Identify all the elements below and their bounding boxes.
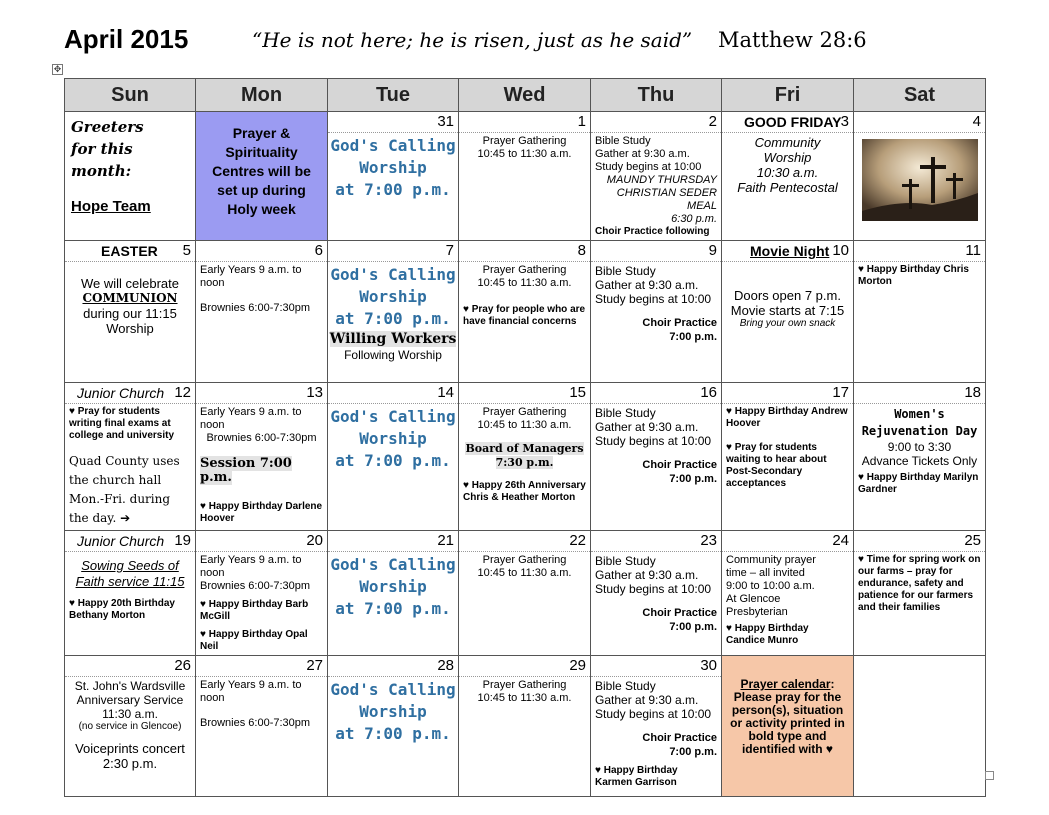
prayer-calendar-cell[interactable]: Prayer calendar: Please pray for the person(s), situation or activity printed in bold type and identified with ♥ <box>722 656 854 797</box>
choir-practice: Choir Practice <box>642 607 717 619</box>
day-number: 3 <box>840 113 849 130</box>
day-cell-3[interactable] <box>722 112 854 241</box>
worship-line: Worship <box>359 429 427 448</box>
day-cell-17[interactable] <box>722 383 854 531</box>
worship-line: God's Calling <box>330 265 456 284</box>
day-cell-16[interactable] <box>591 383 722 531</box>
day-cell-22[interactable] <box>459 531 591 656</box>
day-cell-10[interactable] <box>722 241 854 383</box>
worship-line: Worship <box>359 287 427 306</box>
movie-doors: Doors open 7 p.m. <box>734 288 841 303</box>
early-years: Early Years 9 a.m. to noon <box>200 679 302 704</box>
choir-practice: Choir Practice following <box>595 226 710 237</box>
anniversary-service: 11:30 a.m. <box>102 707 158 721</box>
day-cell-31[interactable] <box>328 112 459 241</box>
prayer-gathering-time: 10:45 to 11:30 a.m. <box>477 148 572 160</box>
day-number: 24 <box>722 531 853 552</box>
weekday-fri: Fri <box>722 79 854 112</box>
day-cell-11[interactable] <box>854 241 986 383</box>
day-number: 1 <box>459 112 590 133</box>
week-row-4 <box>65 531 986 656</box>
board-of-managers-time: 7:30 p.m. <box>495 456 554 469</box>
birthday-note: ♥ Happy Birthday Darlene Hoover <box>200 501 323 524</box>
weekday-header-row <box>65 79 986 112</box>
junior-church-label: Junior Church <box>77 533 165 549</box>
prayer-request: ♥ Pray for students writing final exams at college and university <box>69 406 175 441</box>
worship-line: at 7:00 p.m. <box>335 724 451 743</box>
womens-tickets: Advance Tickets Only <box>861 454 978 468</box>
day-cell-26[interactable] <box>65 656 196 797</box>
day-number: 31 <box>328 112 458 133</box>
prayer-gathering-time: 10:45 to 11:30 a.m. <box>477 692 572 704</box>
day-number: 23 <box>591 531 721 552</box>
birthday-note: ♥ Happy Birthday Karmen Garrison <box>595 765 678 788</box>
day-number: 12 <box>174 384 191 401</box>
scripture-quote: “He is not here; he is risen, just as he said” <box>252 28 693 52</box>
willing-workers: Willing Workers <box>329 331 457 347</box>
worship-line: at 7:00 p.m. <box>335 180 451 199</box>
day-number: 28 <box>328 656 458 677</box>
birthday-note: ♥ Happy Birthday Chris Morton <box>858 264 969 287</box>
brownies: Brownies 6:00-7:30pm <box>200 717 311 729</box>
day-cell-20[interactable] <box>196 531 328 656</box>
worship-line: God's Calling <box>330 407 456 426</box>
day-number: 2 <box>591 112 721 133</box>
community-worship: Worship <box>763 150 812 165</box>
birthday-note: ♥ Happy Birthday Andrew Hoover <box>726 406 848 429</box>
day-cell-8[interactable] <box>459 241 591 383</box>
community-worship: Community <box>754 135 821 150</box>
birthday-note: ♥ Happy Birthday Barb McGill <box>200 599 309 622</box>
seder-line: MAUNDY THURSDAY <box>606 174 717 186</box>
day-cell-9[interactable] <box>591 241 722 383</box>
day-cell-23[interactable] <box>591 531 722 656</box>
brownies: Brownies 6:00-7:30pm <box>200 302 311 314</box>
voiceprints-time: 2:30 p.m. <box>102 756 158 771</box>
movie-start: Movie starts at 7:15 <box>730 303 845 318</box>
day-number: 22 <box>459 531 590 552</box>
day-number: 6 <box>196 241 327 262</box>
week-row-3 <box>65 383 986 531</box>
day-cell-13[interactable] <box>196 383 328 531</box>
day-number: 30 <box>591 656 721 677</box>
weekday-mon: Mon <box>196 79 328 112</box>
day-cell-14[interactable] <box>328 383 459 531</box>
seder-line: 6:30 p.m. <box>671 213 717 225</box>
day-cell-27[interactable] <box>196 656 328 797</box>
worship-line: at 7:00 p.m. <box>335 451 451 470</box>
day-number: 7 <box>328 241 458 262</box>
seder-line: CHRISTIAN SEDER <box>616 187 717 199</box>
worship-line: Worship <box>359 702 427 721</box>
day-number: 27 <box>196 656 327 677</box>
birthday-note: ♥ Happy Birthday Opal Neil <box>200 629 308 652</box>
prayer-request: ♥ Pray for people who are have financial concerns <box>463 304 586 327</box>
prayer-gathering: Prayer Gathering <box>482 554 567 566</box>
community-prayer: 9:00 to 10:00 a.m. <box>726 580 815 592</box>
worship-line: God's Calling <box>330 555 456 574</box>
day-cell-prayer-centres[interactable] <box>196 112 328 241</box>
easter-line: We will celebrate <box>80 276 180 291</box>
prayer-calendar-text: Please pray for the person(s), situation or activity printed in bold type and identified with ♥ <box>730 690 845 756</box>
following-worship: Following Worship <box>344 348 442 362</box>
choir-practice-time: 7:00 p.m. <box>669 473 717 485</box>
worship-line: God's Calling <box>330 136 456 155</box>
day-number: 8 <box>459 241 590 262</box>
choir-practice-time: 7:00 p.m. <box>669 621 717 633</box>
birthday-note: ♥ Happy Birthday Candice Munro <box>726 623 809 646</box>
day-cell-7[interactable] <box>328 241 459 383</box>
day-number: 26 <box>65 656 195 677</box>
crosses-photo <box>862 139 978 221</box>
prayer-gathering-time: 10:45 to 11:30 a.m. <box>477 277 572 289</box>
anniversary-service: Anniversary Service <box>76 693 184 707</box>
womens-time: 9:00 to 3:30 <box>887 440 952 454</box>
prayer-centres-line: Prayer & <box>232 125 291 141</box>
day-number: 25 <box>854 531 985 552</box>
brownies: Brownies 6:00-7:30pm <box>200 580 311 592</box>
womens-subtitle: Rejuvenation Day <box>861 424 978 438</box>
choir-practice: Choir Practice <box>642 732 717 744</box>
bible-study-begins: Study begins at 10:00 <box>595 582 712 596</box>
page-title: April 2015 <box>64 24 189 54</box>
bible-study-gather: Gather at 9:30 a.m. <box>595 420 699 434</box>
easter-line: Worship <box>106 321 154 336</box>
choir-practice-time: 7:00 p.m. <box>669 746 717 758</box>
prayer-gathering-time: 10:45 to 11:30 a.m. <box>477 419 572 431</box>
week-row-1 <box>65 112 986 241</box>
day-cell-28[interactable] <box>328 656 459 797</box>
day-number: 13 <box>196 383 327 404</box>
day-cell-24[interactable] <box>722 531 854 656</box>
seder-line: MEAL <box>687 200 717 212</box>
early-years: Early Years 9 a.m. to noon <box>200 554 302 579</box>
bible-study-gather: Gather at 9:30 a.m. <box>595 148 690 160</box>
scripture-reference: Matthew 28:6 <box>718 28 867 52</box>
community-prayer: time – all invited <box>726 567 805 579</box>
day-number: 17 <box>722 383 853 404</box>
greeters-label: Greeters <box>71 118 144 136</box>
early-years: Early Years 9 a.m. to noon <box>200 264 302 289</box>
day-cell-4[interactable] <box>854 112 986 241</box>
prayer-gathering: Prayer Gathering <box>482 406 567 418</box>
anniversary-note: ♥ Happy 26th Anniversary Chris & Heather Morton <box>463 480 586 503</box>
sowing-seeds-service: Sowing Seeds of Faith service 11:15 <box>75 558 185 589</box>
prayer-gathering-time: 10:45 to 11:30 a.m. <box>477 567 572 579</box>
bible-study: Bible Study <box>595 679 656 693</box>
day-number: 10 <box>832 242 849 259</box>
day-cell-30[interactable] <box>591 656 722 797</box>
voiceprints-concert: Voiceprints concert <box>75 741 185 756</box>
bible-study-begins: Study begins at 10:00 <box>595 161 702 173</box>
calendar-table <box>64 78 986 797</box>
day-number: 29 <box>459 656 590 677</box>
bible-study-gather: Gather at 9:30 a.m. <box>595 693 699 707</box>
day-number: 15 <box>459 383 590 404</box>
weekday-tue: Tue <box>328 79 459 112</box>
choir-practice: Choir Practice <box>642 459 717 471</box>
day-cell-15[interactable] <box>459 383 591 531</box>
early-years: Early Years 9 a.m. to noon <box>200 406 302 431</box>
weekday-thu: Thu <box>591 79 722 112</box>
day-number: 11 <box>854 241 985 262</box>
greeters-team: Hope Team <box>71 198 151 215</box>
bible-study: Bible Study <box>595 264 656 278</box>
day-number: 14 <box>328 383 458 404</box>
prayer-gathering: Prayer Gathering <box>482 135 567 147</box>
day-number: 5 <box>182 242 191 259</box>
community-prayer: Presbyterian <box>726 606 788 618</box>
day-number: 19 <box>174 532 191 549</box>
worship-line: at 7:00 p.m. <box>335 599 451 618</box>
easter-line: during our 11:15 <box>83 306 177 321</box>
community-prayer: At Glencoe <box>726 593 781 605</box>
prayer-centres-line: Spirituality <box>225 144 298 160</box>
day-number: 4 <box>854 112 985 133</box>
good-friday-label: GOOD FRIDAY <box>744 114 842 130</box>
day-number: 20 <box>196 531 327 552</box>
prayer-request: ♥ Time for spring work on our farms – pray for endurance, safety and patience for our farmers and their families <box>858 554 981 613</box>
table-resize-handle[interactable] <box>985 771 994 780</box>
no-service-note: (no service in Glencoe) <box>78 721 182 732</box>
board-of-managers: Board of Managers <box>465 442 584 455</box>
community-prayer: Community prayer <box>726 554 816 566</box>
day-cell-greeters[interactable] <box>65 112 196 241</box>
easter-label: EASTER <box>101 243 158 259</box>
worship-line: God's Calling <box>330 680 456 699</box>
day-cell-25[interactable] <box>854 531 986 656</box>
day-cell-12[interactable] <box>65 383 196 531</box>
day-cell-empty[interactable] <box>854 656 986 797</box>
worship-line: Worship <box>359 577 427 596</box>
movie-snack: Bring your own snack <box>739 318 836 329</box>
junior-church-label: Junior Church <box>77 385 165 401</box>
quad-county-note: Quad County uses the church hall Mon.-Fri. during the day. <box>69 454 180 525</box>
week-row-5 <box>65 656 986 797</box>
greeters-sublabel: for this month: <box>71 140 133 180</box>
communion-label: COMMUNION <box>82 291 178 305</box>
womens-title: Women's <box>894 407 945 421</box>
prayer-centres-line: Holy week <box>227 201 296 217</box>
day-cell-21[interactable] <box>328 531 459 656</box>
bible-study-gather: Gather at 9:30 a.m. <box>595 278 699 292</box>
bible-study: Bible Study <box>595 554 656 568</box>
day-number: 16 <box>591 383 721 404</box>
anniversary-service: St. John's Wardsville <box>74 679 186 693</box>
week-row-2 <box>65 241 986 383</box>
community-worship: 10:30 a.m. <box>756 165 819 180</box>
movie-night-title: Movie Night <box>750 243 830 259</box>
session-meeting: Session 7:00 p.m. <box>200 456 292 485</box>
birthday-note: ♥ Happy Birthday Marilyn Gardner <box>858 472 979 495</box>
arrow-right-icon: ➔ <box>120 511 131 525</box>
prayer-gathering: Prayer Gathering <box>482 679 567 691</box>
choir-practice-time: 7:00 p.m. <box>669 331 717 343</box>
day-cell-18[interactable] <box>854 383 986 531</box>
bible-study-begins: Study begins at 10:00 <box>595 292 712 306</box>
community-worship: Faith Pentecostal <box>737 180 838 195</box>
weekday-wed: Wed <box>459 79 591 112</box>
weekday-sun: Sun <box>65 79 196 112</box>
choir-practice: Choir Practice <box>642 317 717 329</box>
bible-study-begins: Study begins at 10:00 <box>595 707 712 721</box>
day-cell-29[interactable] <box>459 656 591 797</box>
bible-study-gather: Gather at 9:30 a.m. <box>595 568 699 582</box>
prayer-request: ♥ Pray for students waiting to hear about Post-Secondary acceptances <box>726 442 827 489</box>
prayer-gathering: Prayer Gathering <box>482 264 567 276</box>
table-move-handle-icon[interactable]: ✥ <box>53 64 62 74</box>
prayer-centres-line: Centres will be <box>212 163 311 179</box>
day-cell-2[interactable] <box>591 112 722 241</box>
worship-line: Worship <box>359 158 427 177</box>
worship-line: at 7:00 p.m. <box>335 309 451 328</box>
day-number: 21 <box>328 531 458 552</box>
bible-study-begins: Study begins at 10:00 <box>595 434 712 448</box>
day-cell-5[interactable] <box>65 241 196 383</box>
day-cell-1[interactable] <box>459 112 591 241</box>
day-cell-6[interactable] <box>196 241 328 383</box>
bible-study: Bible Study <box>595 406 656 420</box>
prayer-centres-line: set up during <box>217 182 306 198</box>
brownies: Brownies 6:00-7:30pm <box>206 432 317 444</box>
day-cell-19[interactable] <box>65 531 196 656</box>
weekday-sat: Sat <box>854 79 986 112</box>
birthday-note: ♥ Happy 20th Birthday Bethany Morton <box>69 598 175 621</box>
prayer-calendar-title: Prayer calendar <box>740 677 831 691</box>
day-number: 18 <box>854 383 985 404</box>
day-number: 9 <box>591 241 721 262</box>
bible-study: Bible Study <box>595 135 651 147</box>
